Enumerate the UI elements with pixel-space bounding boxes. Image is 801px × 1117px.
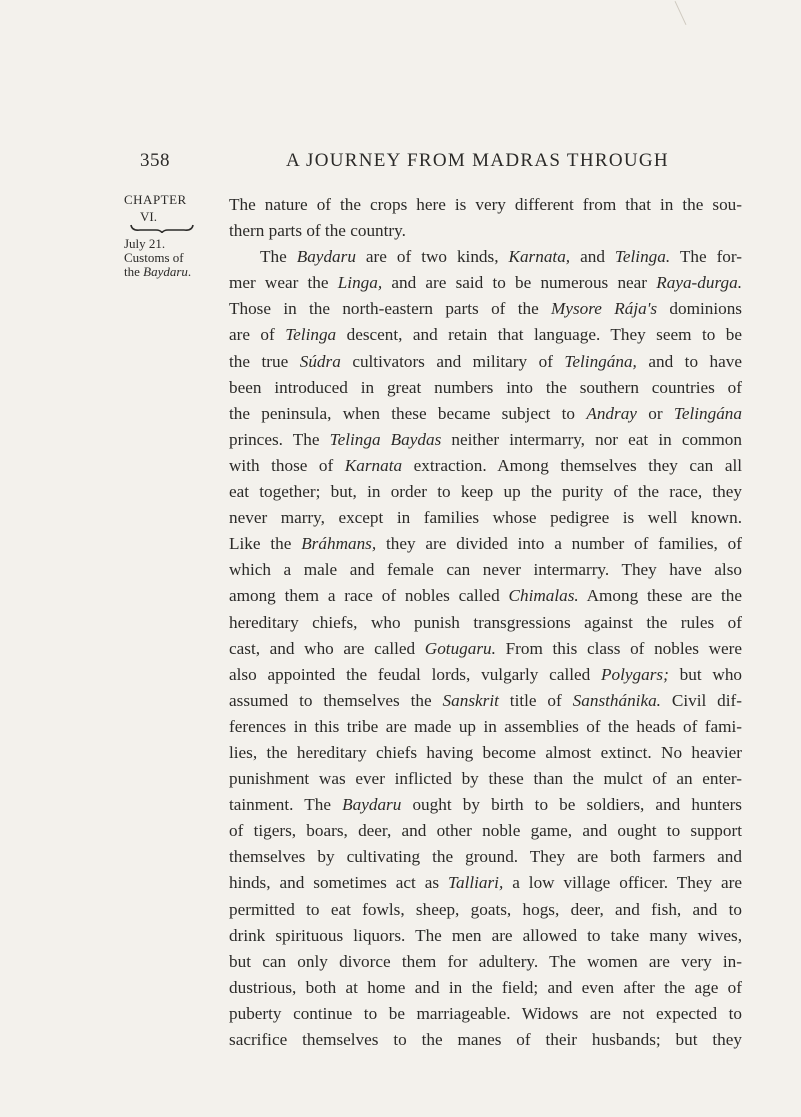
text-run: also appointed the feudal lords, vulgarly called	[229, 664, 602, 684]
italic-term: Súdra	[299, 351, 341, 371]
running-title: A JOURNEY FROM MADRAS THROUGH	[286, 150, 669, 171]
text-run: assumed to themselves the	[229, 690, 443, 710]
italic-term: Telinga.	[614, 247, 671, 267]
margin-chapter-label: CHAPTER	[124, 192, 187, 207]
text-run: Those in the north-eastern parts of the	[229, 299, 552, 319]
text-run: tainment. The	[229, 795, 343, 815]
italic-term: Karnata	[344, 455, 403, 475]
text-line	[229, 270, 742, 296]
text-run: are of two kinds,	[355, 247, 509, 267]
italic-term: Sanskrit	[442, 690, 499, 710]
page-mark	[675, 1, 687, 25]
text-line	[229, 688, 742, 714]
italic-term: Baydaru	[342, 795, 402, 815]
text-run: but can only divorce them for adultery. The women are very in-	[229, 951, 742, 971]
text-run: themselves by cultivating the ground. They are both farmers and	[229, 847, 742, 867]
text-run: title of	[498, 690, 573, 710]
running-head	[140, 150, 740, 178]
text-run: mer wear the	[229, 273, 338, 293]
italic-term: Telingána	[673, 403, 742, 423]
italic-term: Chimalas.	[508, 586, 579, 606]
text-run: puberty continue to be marriageable. Widows are not expected to	[229, 1003, 742, 1023]
text-line	[229, 375, 742, 401]
text-line	[229, 1027, 742, 1053]
text-run: ought by birth to be soldiers, and hunters	[401, 795, 742, 815]
text-line	[229, 714, 742, 740]
margin-notes	[124, 193, 204, 279]
text-run: cast, and who are called	[229, 638, 425, 658]
text-run: never marry, except in families whose pedigree is well known.	[229, 508, 742, 528]
text-line	[229, 557, 742, 583]
text-line	[229, 479, 742, 505]
page-number: 358	[140, 150, 170, 171]
text-run: but who	[668, 664, 743, 684]
text-run: Like the	[229, 534, 302, 554]
margin-topic-line-1: Customs of	[124, 250, 184, 265]
text-run: eat together; but, in order to keep up the purity of the race, they	[229, 482, 742, 502]
margin-topic-line-2: the Baydaru.	[124, 264, 192, 279]
text-line	[229, 192, 742, 218]
text-line	[229, 636, 742, 662]
text-line	[229, 662, 742, 688]
text-line	[229, 923, 742, 949]
text-line	[229, 949, 742, 975]
text-run: The	[260, 247, 297, 267]
text-run: hinds, and sometimes act as	[229, 873, 448, 893]
text-line	[229, 766, 742, 792]
text-run: which a male and female can never intermarry. They have also	[229, 560, 742, 580]
italic-term: Gotugaru.	[424, 638, 496, 658]
italic-term: Karnata,	[508, 247, 571, 267]
text-line	[229, 427, 742, 453]
text-run: they are divided into a number of families, of	[376, 534, 743, 554]
text-run: lies, the hereditary chiefs having become almost extinct. No heavier	[229, 742, 742, 762]
text-run: drink spirituous liquors. The men are allowed to take many wives,	[229, 925, 742, 945]
text-run: of tigers, boars, deer, and other noble game, and ought to support	[229, 821, 742, 841]
text-line	[229, 401, 742, 427]
text-line	[229, 897, 742, 923]
text-run: permitted to eat fowls, sheep, goats, hogs, deer, and fish, and to	[229, 899, 742, 919]
text-run: and	[570, 247, 615, 267]
margin-date: July 21.	[124, 236, 166, 251]
text-run: with those of	[229, 455, 345, 475]
italic-term: Bráhmans,	[301, 534, 377, 554]
text-line	[229, 505, 742, 531]
text-line	[229, 975, 742, 1001]
margin-chapter-number: VI.	[140, 209, 157, 224]
text-run: and are said to be numerous near	[382, 273, 657, 293]
text-line	[229, 792, 742, 818]
italic-term: Andray	[586, 403, 637, 423]
text-line	[229, 610, 742, 636]
italic-term: Polygars;	[601, 664, 669, 684]
text-run: the true	[229, 351, 300, 371]
text-run: princes. The	[229, 429, 330, 449]
text-run: hereditary chiefs, who punish transgressions against the rules of	[229, 612, 742, 632]
text-run: dustrious, both at home and in the field; and even after the age of	[229, 977, 742, 997]
text-run: are of	[229, 325, 286, 345]
text-run: descent, and retain that language. They seem to be	[336, 325, 742, 345]
text-line	[229, 870, 742, 896]
text-line	[229, 322, 742, 348]
text-run: been introduced in great numbers into the southern countries of	[229, 377, 742, 397]
text-run: cultivators and military of	[340, 351, 565, 371]
text-line	[229, 531, 742, 557]
text-line	[229, 453, 742, 479]
italic-term: Telinga	[285, 325, 337, 345]
text-run: and to have	[636, 351, 742, 371]
text-run: ferences in this tribe are made up in assemblies of the heads of fami-	[229, 716, 742, 736]
text-line	[229, 818, 742, 844]
text-run: a low village officer. They are	[503, 873, 742, 893]
text-line	[229, 583, 742, 609]
text-line	[229, 1001, 742, 1027]
text-line	[229, 218, 742, 244]
text-run: The for-	[670, 247, 742, 267]
italic-term: Mysore Rája's	[551, 299, 658, 319]
text-run: Among these are the	[578, 586, 742, 606]
italic-term: Telinga Baydas	[329, 429, 442, 449]
italic-term: Talliari,	[448, 873, 504, 893]
text-run: the peninsula, when these became subject to	[229, 403, 587, 423]
text-run: among them a race of nobles called	[229, 586, 509, 606]
italic-term: Telingána,	[564, 351, 637, 371]
italic-term: Linga,	[337, 273, 383, 293]
text-line	[229, 740, 742, 766]
text-run: Civil dif-	[660, 690, 742, 710]
text-run: The nature of the crops here is very different from that in the sou-	[229, 195, 742, 214]
text-run: dominions	[657, 299, 742, 319]
text-run: From this class of nobles were	[495, 638, 742, 658]
text-line	[229, 349, 742, 375]
text-line	[229, 244, 742, 270]
text-line	[229, 844, 742, 870]
text-run: thern parts of the country.	[229, 221, 406, 241]
text-run: sacrifice themselves to the manes of their husbands; but they	[229, 1030, 742, 1049]
brace-ornament-icon	[130, 224, 194, 233]
text-run: or	[636, 403, 674, 423]
text-run: punishment was ever inflicted by these than the mulct of an enter-	[229, 769, 742, 789]
italic-term: Baydaru	[296, 247, 356, 267]
italic-term: Sansthánika.	[572, 690, 661, 710]
text-run: extraction. Among themselves they can all	[402, 455, 742, 475]
text-line	[229, 296, 742, 322]
italic-term: Raya-durga.	[656, 273, 742, 293]
text-run: neither intermarry, nor eat in common	[441, 429, 742, 449]
body-text	[229, 192, 742, 1053]
